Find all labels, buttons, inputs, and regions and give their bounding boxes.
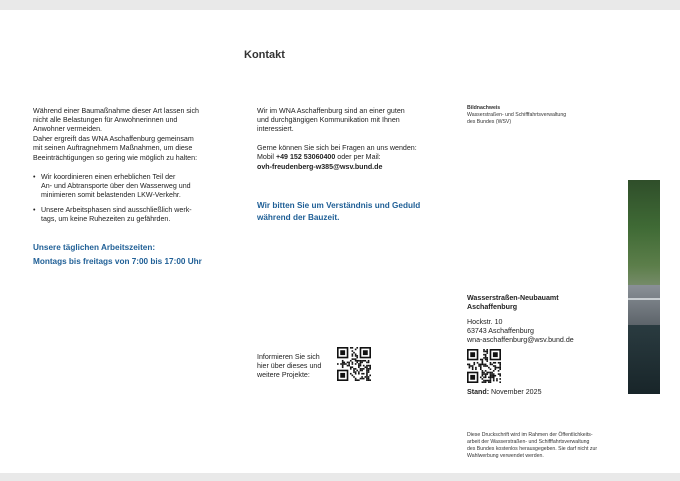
intro-line: Beeinträchtigungen so gering wie möglich zu halten: [33,154,198,162]
intro-line: Daher ergreift das WNA Aschaffenburg gemeinsam [33,135,194,143]
bullet-line: tags, um keine Ruhezeiten zu gefährden. [41,215,171,223]
contact-line: Wir im WNA Aschaffenburg sind an einer guten [257,107,405,115]
stand-line [467,388,542,397]
qr-caption-line: weitere Projekte: [257,371,310,379]
disclaimer-line: Diese Druckschrift wird im Rahmen der Öffentlichkeits- [467,432,593,438]
disclaimer-line: des Bundes kostenlos herausgegeben. Sie darf nicht zur [467,446,598,452]
disclaimer-line: arbeit der Wasserstraßen- und Schifffahrtsverwaltung [467,439,590,445]
intro-line: nicht alle Belastungen für Anwohnerinnen und [33,116,178,124]
intro-line: Während einer Baumaßnahme dieser Art lassen sich [33,107,199,115]
qr-caption-line: hier über dieses und [257,362,322,370]
hours-text: Montags bis freitags von 7:00 bis 17:00 Uhr [33,257,202,266]
qr-code-icon[interactable] [337,347,371,381]
intro-line: mit seinen Auftragnehmern Maßnahmen, um diese [33,144,193,152]
hours-heading: Unsere täglichen Arbeitszeiten: [33,243,156,252]
contact-line: interessiert. [257,125,294,133]
photo-wall [628,285,660,325]
phone-line [257,153,381,162]
contact-line: Gerne können Sie sich bei Fragen an uns wenden: [257,144,417,152]
bullet-line: minimieren somit belastenden LKW-Verkehr. [41,191,181,199]
flyer-sheet [0,10,680,473]
intro-line: Anwohner vermeiden. [33,125,103,133]
phone-suffix: oder per Mail: [335,153,381,161]
disclaimer-line: Wahlwerbung verwendet werden. [467,453,544,459]
org-name: Aschaffenburg [467,303,518,311]
appeal-line: Wir bitten Sie um Verständnis und Geduld [257,201,421,210]
page-title: Kontakt [244,49,285,61]
address-email[interactable]: wna-aschaffenburg@wsv.bund.de [467,336,574,344]
credit-heading: Bildnachweis [467,105,501,111]
phone-number[interactable]: +49 152 53060400 [275,153,336,161]
address-line: 63743 Aschaffenburg [467,327,534,335]
lock-photo [628,180,660,394]
appeal-line: während der Bauzeit. [257,213,340,222]
bullet-line: Unsere Arbeitsphasen sind ausschließlich werk- [41,206,192,214]
photo-water [628,325,660,394]
bullet-dot: • [33,206,36,214]
address-line: Hockstr. 10 [467,318,503,326]
bullet-dot: • [33,173,36,181]
bullet-line: Wir koordinieren einen erheblichen Teil der [41,173,176,181]
qr-code-icon[interactable] [467,349,501,383]
contact-line: und durchgängigen Kommunikation mit Ihnen [257,116,400,124]
credit-line: Wasserstraßen- und Schifffahrtsverwaltung [467,112,567,118]
email-link[interactable]: ovh-freudenberg-w385@wsv.bund.de [257,163,383,171]
org-name: Wasserstraßen-Neubauamt [467,294,559,302]
qr-caption-line: Informieren Sie sich [257,353,320,361]
credit-line: des Bundes (WSV) [467,119,512,125]
photo-rail [628,298,660,300]
stand-label: Stand: [467,388,490,396]
bullet-line: An- und Abtransporte über den Wasserweg und [41,182,191,190]
stand-value: November 2025 [489,388,542,396]
phone-prefix: Mobil [257,153,276,161]
